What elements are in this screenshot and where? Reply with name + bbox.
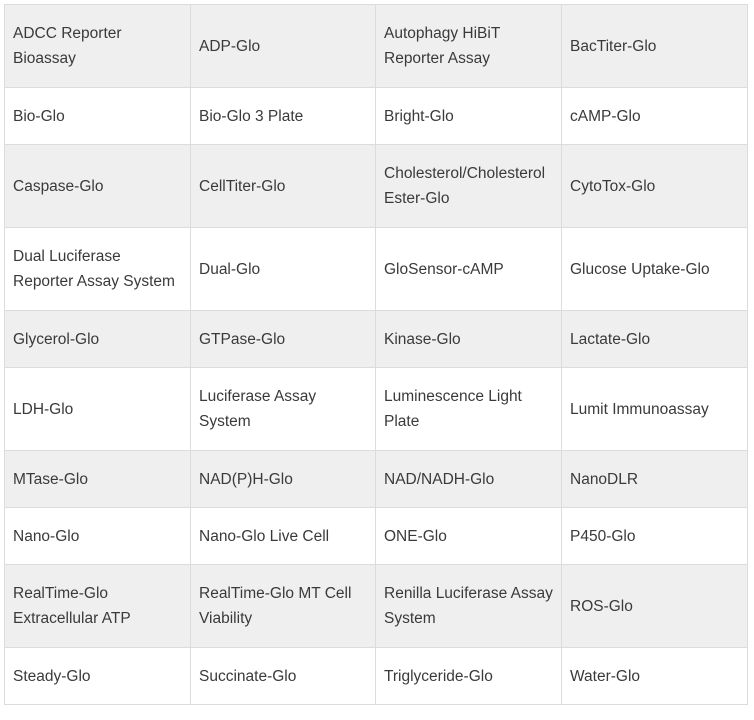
table-cell: CellTiter-Glo [191, 145, 376, 228]
table-cell: Glucose Uptake-Glo [562, 228, 748, 311]
table-cell: Luciferase Assay System [191, 368, 376, 451]
table-cell: Bio-Glo [5, 88, 191, 145]
table-row [5, 5, 748, 88]
table-row [5, 648, 748, 705]
table-row [5, 311, 748, 368]
table-cell: Steady-Glo [5, 648, 191, 705]
table-row [5, 508, 748, 565]
table-cell: RealTime-Glo Extracellular ATP [5, 565, 191, 648]
table-cell: GloSensor-cAMP [376, 228, 562, 311]
table-cell: CytoTox-Glo [562, 145, 748, 228]
table-cell: ROS-Glo [562, 565, 748, 648]
table-cell: BacTiter-Glo [562, 5, 748, 88]
table-cell: Nano-Glo Live Cell [191, 508, 376, 565]
table-cell: ADCC Reporter Bioassay [5, 5, 191, 88]
table-cell: Nano-Glo [5, 508, 191, 565]
table-cell: Luminescence Light Plate [376, 368, 562, 451]
table-cell: Bright-Glo [376, 88, 562, 145]
table-cell: LDH-Glo [5, 368, 191, 451]
table-cell: GTPase-Glo [191, 311, 376, 368]
table-cell: Dual-Glo [191, 228, 376, 311]
table-row [5, 88, 748, 145]
table-cell: ONE-Glo [376, 508, 562, 565]
table-cell: NAD(P)H-Glo [191, 451, 376, 508]
table-cell: Triglyceride-Glo [376, 648, 562, 705]
table-cell: Lactate-Glo [562, 311, 748, 368]
table-cell: Cholesterol/Cholesterol Ester-Glo [376, 145, 562, 228]
table-cell: Caspase-Glo [5, 145, 191, 228]
table-cell: ADP-Glo [191, 5, 376, 88]
table-cell: cAMP-Glo [562, 88, 748, 145]
table-row [5, 451, 748, 508]
table-cell: Water-Glo [562, 648, 748, 705]
table-cell: NAD/NADH-Glo [376, 451, 562, 508]
table-cell: P450-Glo [562, 508, 748, 565]
table-cell: Dual Luciferase Reporter Assay System [5, 228, 191, 311]
table-cell: Renilla Luciferase Assay System [376, 565, 562, 648]
table-cell: MTase-Glo [5, 451, 191, 508]
table-cell: Kinase-Glo [376, 311, 562, 368]
table-cell: Glycerol-Glo [5, 311, 191, 368]
table-row [5, 565, 748, 648]
product-table [4, 4, 748, 705]
table-cell: RealTime-Glo MT Cell Viability [191, 565, 376, 648]
table-cell: NanoDLR [562, 451, 748, 508]
table-row [5, 368, 748, 451]
table-cell: Succinate-Glo [191, 648, 376, 705]
table-row [5, 145, 748, 228]
table-cell: Autophagy HiBiT Reporter Assay [376, 5, 562, 88]
table-cell: Bio-Glo 3 Plate [191, 88, 376, 145]
table-cell: Lumit Immunoassay [562, 368, 748, 451]
table-row [5, 228, 748, 311]
